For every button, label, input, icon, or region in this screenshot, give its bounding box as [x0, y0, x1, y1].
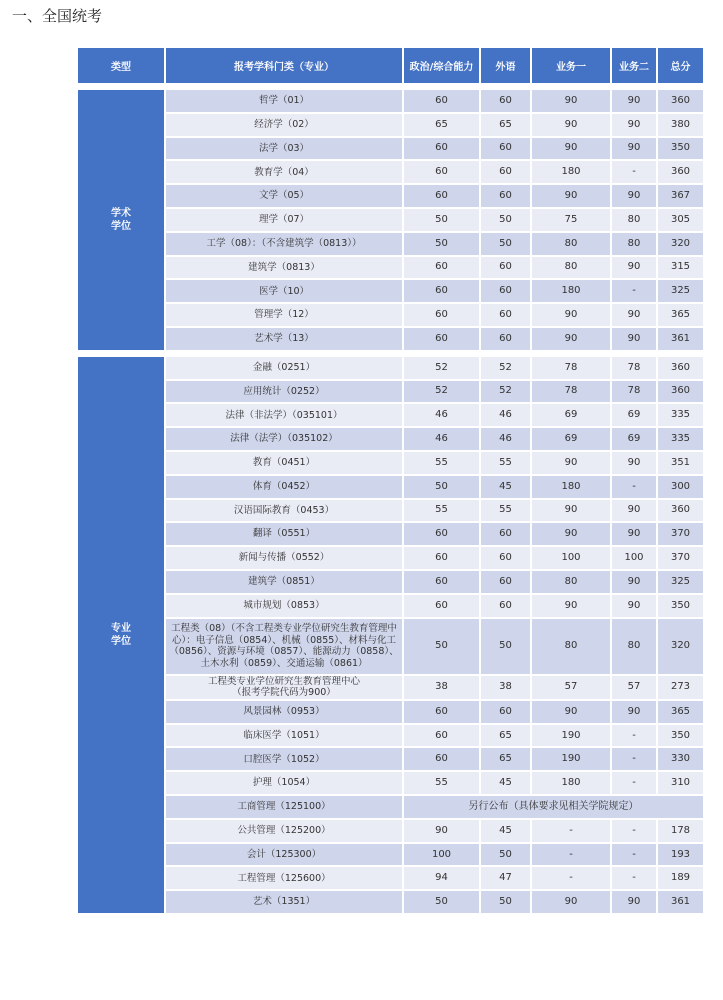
- subject-cell: 工商管理（125100）: [165, 795, 403, 819]
- major-two-cell: 90: [611, 89, 657, 113]
- subject-cell: 工学（08）：（不含建筑学（0813））: [165, 232, 403, 256]
- header-total: 总分: [657, 47, 704, 84]
- subject-cell: 法律（非法学）（035101）: [165, 403, 403, 427]
- total-cell: 370: [657, 522, 704, 546]
- table-row: [77, 427, 704, 451]
- major-one-cell: 90: [531, 303, 611, 327]
- politics-cell: 50: [403, 890, 480, 914]
- politics-cell: 50: [403, 475, 480, 499]
- table-row: [77, 890, 704, 914]
- subject-cell: 汉语国际教育（0453）: [165, 499, 403, 523]
- total-cell: 320: [657, 232, 704, 256]
- foreign-language-cell: 50: [480, 843, 531, 867]
- subject-cell: 法律（法学）（035102）: [165, 427, 403, 451]
- major-one-cell: 80: [531, 618, 611, 675]
- major-one-cell: 90: [531, 451, 611, 475]
- major-two-cell: 100: [611, 546, 657, 570]
- subject-cell: 医学（10）: [165, 279, 403, 303]
- major-one-cell: 190: [531, 724, 611, 748]
- total-cell: 360: [657, 89, 704, 113]
- politics-cell: 65: [403, 113, 480, 137]
- politics-cell: 60: [403, 279, 480, 303]
- major-one-cell: 80: [531, 570, 611, 594]
- major-one-cell: 180: [531, 160, 611, 184]
- subject-cell: 口腔医学（1052）: [165, 747, 403, 771]
- header-foreign-language: 外语: [480, 47, 531, 84]
- table-header-row: [77, 47, 704, 84]
- header-subject: 报考学科门类（专业）: [165, 47, 403, 84]
- header-type: 类型: [77, 47, 165, 84]
- politics-cell: 60: [403, 256, 480, 280]
- subject-cell: 工程类（08）（不含工程类专业学位研究生教育管理中心）：电子信息（0854）、机械（0855）、材料与化工（0856）、资源与环境（0857）、能源动力（0858）、土木水利（0859）、交通运输（0861）: [165, 618, 403, 675]
- total-cell: 350: [657, 594, 704, 618]
- major-one-cell: 75: [531, 208, 611, 232]
- total-cell: 360: [657, 160, 704, 184]
- foreign-language-cell: 60: [480, 327, 531, 351]
- major-one-cell: 180: [531, 771, 611, 795]
- foreign-language-cell: 60: [480, 89, 531, 113]
- major-two-cell: 90: [611, 451, 657, 475]
- foreign-language-cell: 50: [480, 618, 531, 675]
- major-one-cell: 78: [531, 356, 611, 380]
- major-two-cell: 78: [611, 356, 657, 380]
- total-cell: 350: [657, 724, 704, 748]
- header-major-two: 业务二: [611, 47, 657, 84]
- subject-cell: 应用统计（0252）: [165, 380, 403, 404]
- total-cell: 370: [657, 546, 704, 570]
- politics-cell: 90: [403, 819, 480, 843]
- subject-cell: 城市规划（0853）: [165, 594, 403, 618]
- major-one-cell: 180: [531, 475, 611, 499]
- header-politics: 政治/综合能力: [403, 47, 480, 84]
- politics-cell: 50: [403, 618, 480, 675]
- foreign-language-cell: 55: [480, 499, 531, 523]
- major-one-cell: 90: [531, 113, 611, 137]
- table-row: [77, 160, 704, 184]
- major-one-cell: 100: [531, 546, 611, 570]
- major-one-cell: 80: [531, 232, 611, 256]
- major-one-cell: -: [531, 843, 611, 867]
- table-row: [77, 522, 704, 546]
- politics-cell: 55: [403, 771, 480, 795]
- foreign-language-cell: 65: [480, 747, 531, 771]
- total-cell: 365: [657, 700, 704, 724]
- foreign-language-cell: 60: [480, 570, 531, 594]
- degree-type-cell: 专业 学位: [77, 356, 165, 914]
- major-one-cell: 90: [531, 700, 611, 724]
- foreign-language-cell: 60: [480, 594, 531, 618]
- total-cell: 350: [657, 137, 704, 161]
- major-two-cell: 90: [611, 256, 657, 280]
- degree-type-cell: 学术 学位: [77, 89, 165, 351]
- table-row: [77, 700, 704, 724]
- total-cell: 335: [657, 427, 704, 451]
- foreign-language-cell: 45: [480, 771, 531, 795]
- foreign-language-cell: 55: [480, 451, 531, 475]
- politics-cell: 60: [403, 570, 480, 594]
- politics-cell: 55: [403, 499, 480, 523]
- total-cell: 178: [657, 819, 704, 843]
- foreign-language-cell: 50: [480, 232, 531, 256]
- subject-cell: 理学（07）: [165, 208, 403, 232]
- major-two-cell: 69: [611, 403, 657, 427]
- table-row: [77, 256, 704, 280]
- table-row: [77, 279, 704, 303]
- total-cell: 367: [657, 184, 704, 208]
- politics-cell: 60: [403, 184, 480, 208]
- politics-cell: 60: [403, 137, 480, 161]
- subject-cell: 哲学（01）: [165, 89, 403, 113]
- politics-cell: 94: [403, 866, 480, 890]
- major-two-cell: 80: [611, 208, 657, 232]
- subject-cell: 法学（03）: [165, 137, 403, 161]
- major-two-cell: 90: [611, 522, 657, 546]
- note-cell: 另行公布（具体要求见相关学院规定）: [403, 795, 704, 819]
- foreign-language-cell: 45: [480, 475, 531, 499]
- table-row: [77, 232, 704, 256]
- table-row: [77, 795, 704, 819]
- major-two-cell: 90: [611, 700, 657, 724]
- politics-cell: 60: [403, 327, 480, 351]
- foreign-language-cell: 60: [480, 700, 531, 724]
- table-row: [77, 475, 704, 499]
- politics-cell: 60: [403, 522, 480, 546]
- major-one-cell: 90: [531, 522, 611, 546]
- subject-cell: 教育学（04）: [165, 160, 403, 184]
- subject-cell: 护理（1054）: [165, 771, 403, 795]
- politics-cell: 60: [403, 594, 480, 618]
- total-cell: 365: [657, 303, 704, 327]
- major-two-cell: 90: [611, 327, 657, 351]
- politics-cell: 60: [403, 160, 480, 184]
- table-row: [77, 451, 704, 475]
- subject-cell: 艺术（1351）: [165, 890, 403, 914]
- subject-cell: 艺术学（13）: [165, 327, 403, 351]
- politics-cell: 52: [403, 380, 480, 404]
- major-one-cell: 57: [531, 675, 611, 700]
- major-two-cell: -: [611, 866, 657, 890]
- table-row: [77, 618, 704, 675]
- major-one-cell: 90: [531, 137, 611, 161]
- major-one-cell: -: [531, 866, 611, 890]
- major-two-cell: 90: [611, 594, 657, 618]
- total-cell: 360: [657, 380, 704, 404]
- table-row: [77, 208, 704, 232]
- table-row: [77, 137, 704, 161]
- major-one-cell: 90: [531, 327, 611, 351]
- table-row: [77, 843, 704, 867]
- politics-cell: 50: [403, 208, 480, 232]
- foreign-language-cell: 65: [480, 113, 531, 137]
- major-two-cell: -: [611, 747, 657, 771]
- subject-cell: 金融（0251）: [165, 356, 403, 380]
- major-one-cell: 190: [531, 747, 611, 771]
- major-two-cell: -: [611, 843, 657, 867]
- major-one-cell: 69: [531, 403, 611, 427]
- major-two-cell: 90: [611, 184, 657, 208]
- foreign-language-cell: 46: [480, 427, 531, 451]
- total-cell: 189: [657, 866, 704, 890]
- major-two-cell: 90: [611, 113, 657, 137]
- table-row: [77, 113, 704, 137]
- subject-cell: 翻译（0551）: [165, 522, 403, 546]
- total-cell: 360: [657, 499, 704, 523]
- foreign-language-cell: 50: [480, 208, 531, 232]
- total-cell: 330: [657, 747, 704, 771]
- table-row: [77, 747, 704, 771]
- table-row: [77, 570, 704, 594]
- table-row: [77, 403, 704, 427]
- major-one-cell: 80: [531, 256, 611, 280]
- foreign-language-cell: 52: [480, 380, 531, 404]
- table-row: [77, 356, 704, 380]
- politics-cell: 60: [403, 89, 480, 113]
- politics-cell: 46: [403, 403, 480, 427]
- major-two-cell: -: [611, 160, 657, 184]
- major-one-cell: 90: [531, 890, 611, 914]
- politics-cell: 60: [403, 747, 480, 771]
- major-two-cell: 90: [611, 890, 657, 914]
- foreign-language-cell: 60: [480, 303, 531, 327]
- politics-cell: 60: [403, 724, 480, 748]
- foreign-language-cell: 60: [480, 279, 531, 303]
- politics-cell: 55: [403, 451, 480, 475]
- major-two-cell: -: [611, 819, 657, 843]
- politics-cell: 60: [403, 700, 480, 724]
- subject-cell: 会计（125300）: [165, 843, 403, 867]
- total-cell: 360: [657, 356, 704, 380]
- major-one-cell: 90: [531, 184, 611, 208]
- foreign-language-cell: 60: [480, 546, 531, 570]
- total-cell: 380: [657, 113, 704, 137]
- foreign-language-cell: 60: [480, 184, 531, 208]
- total-cell: 193: [657, 843, 704, 867]
- table-body: [77, 84, 704, 914]
- total-cell: 273: [657, 675, 704, 700]
- foreign-language-cell: 60: [480, 522, 531, 546]
- major-two-cell: 90: [611, 303, 657, 327]
- subject-cell: 经济学（02）: [165, 113, 403, 137]
- major-two-cell: 90: [611, 499, 657, 523]
- table-row: [77, 184, 704, 208]
- foreign-language-cell: 60: [480, 256, 531, 280]
- table-row: [77, 499, 704, 523]
- subject-cell: 教育（0451）: [165, 451, 403, 475]
- page-heading: 一、全国统考: [12, 7, 103, 25]
- major-two-cell: 90: [611, 570, 657, 594]
- subject-cell: 公共管理（125200）: [165, 819, 403, 843]
- subject-cell: 建筑学（0851）: [165, 570, 403, 594]
- foreign-language-cell: 60: [480, 160, 531, 184]
- table-row: [77, 546, 704, 570]
- politics-cell: 50: [403, 232, 480, 256]
- total-cell: 305: [657, 208, 704, 232]
- total-cell: 325: [657, 279, 704, 303]
- foreign-language-cell: 52: [480, 356, 531, 380]
- subject-cell: 临床医学（1051）: [165, 724, 403, 748]
- major-one-cell: -: [531, 819, 611, 843]
- table-row: [77, 819, 704, 843]
- subject-cell: 建筑学（0813）: [165, 256, 403, 280]
- table-row: [77, 303, 704, 327]
- score-table: [76, 46, 705, 915]
- politics-cell: 46: [403, 427, 480, 451]
- major-one-cell: 69: [531, 427, 611, 451]
- major-two-cell: -: [611, 724, 657, 748]
- total-cell: 320: [657, 618, 704, 675]
- major-two-cell: 57: [611, 675, 657, 700]
- major-two-cell: 90: [611, 137, 657, 161]
- politics-cell: 100: [403, 843, 480, 867]
- major-two-cell: 69: [611, 427, 657, 451]
- foreign-language-cell: 50: [480, 890, 531, 914]
- foreign-language-cell: 46: [480, 403, 531, 427]
- total-cell: 335: [657, 403, 704, 427]
- table-row: [77, 724, 704, 748]
- foreign-language-cell: 38: [480, 675, 531, 700]
- politics-cell: 60: [403, 546, 480, 570]
- total-cell: 300: [657, 475, 704, 499]
- foreign-language-cell: 65: [480, 724, 531, 748]
- subject-cell: 风景园林（0953）: [165, 700, 403, 724]
- major-one-cell: 180: [531, 279, 611, 303]
- table-row: [77, 771, 704, 795]
- major-one-cell: 78: [531, 380, 611, 404]
- major-one-cell: 90: [531, 594, 611, 618]
- total-cell: 351: [657, 451, 704, 475]
- foreign-language-cell: 47: [480, 866, 531, 890]
- table-row: [77, 594, 704, 618]
- table-row: [77, 866, 704, 890]
- header-major-one: 业务一: [531, 47, 611, 84]
- major-one-cell: 90: [531, 499, 611, 523]
- total-cell: 310: [657, 771, 704, 795]
- major-two-cell: -: [611, 771, 657, 795]
- major-two-cell: -: [611, 475, 657, 499]
- subject-cell: 工程类专业学位研究生教育管理中心 （报考学院代码为900）: [165, 675, 403, 700]
- total-cell: 325: [657, 570, 704, 594]
- foreign-language-cell: 45: [480, 819, 531, 843]
- table-row: [77, 675, 704, 700]
- subject-cell: 新闻与传播（0552）: [165, 546, 403, 570]
- politics-cell: 38: [403, 675, 480, 700]
- major-one-cell: 90: [531, 89, 611, 113]
- major-two-cell: 80: [611, 618, 657, 675]
- total-cell: 315: [657, 256, 704, 280]
- politics-cell: 52: [403, 356, 480, 380]
- table-row: [77, 380, 704, 404]
- total-cell: 361: [657, 327, 704, 351]
- total-cell: 361: [657, 890, 704, 914]
- subject-cell: 工程管理（125600）: [165, 866, 403, 890]
- table-row: [77, 89, 704, 113]
- major-two-cell: 78: [611, 380, 657, 404]
- table-row: [77, 327, 704, 351]
- subject-cell: 体育（0452）: [165, 475, 403, 499]
- major-two-cell: 80: [611, 232, 657, 256]
- politics-cell: 60: [403, 303, 480, 327]
- major-two-cell: -: [611, 279, 657, 303]
- subject-cell: 文学（05）: [165, 184, 403, 208]
- foreign-language-cell: 60: [480, 137, 531, 161]
- subject-cell: 管理学（12）: [165, 303, 403, 327]
